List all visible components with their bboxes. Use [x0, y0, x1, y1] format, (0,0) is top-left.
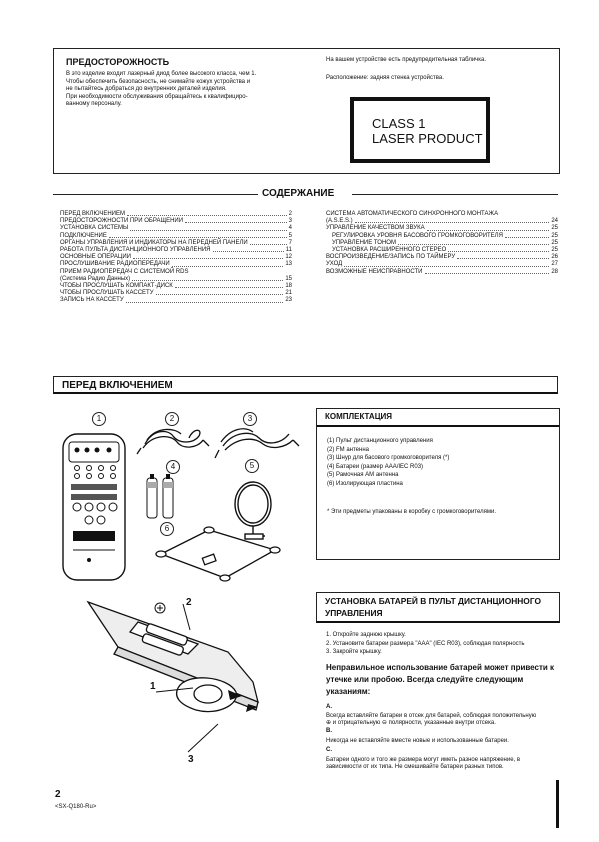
- toc-entry-page: 28: [551, 268, 558, 275]
- battery-title-line2: УПРАВЛЕНИЯ: [325, 608, 383, 618]
- laser-label: [350, 97, 490, 163]
- item-text: Шнур для басового громкоговорителя (*): [336, 455, 450, 462]
- toc-entry[interactable]: [60, 218, 292, 225]
- figure-label-4: 4: [166, 460, 180, 474]
- toc-leader: [500, 211, 556, 216]
- toc-rule-right: [352, 194, 558, 195]
- toc-entry-title: (Система Радио Данных): [60, 275, 131, 282]
- laser-label-line1: CLASS 1: [372, 116, 426, 131]
- caution-title: ПРЕДОСТОРОЖНОСТЬ: [66, 57, 170, 67]
- toc-entry-title: ОСНОВНЫЕ ОПЕРАЦИИ: [60, 254, 131, 261]
- toc-entry-title: ЧТОБЫ ПРОСЛУШАТЬ КАССЕТУ: [60, 290, 154, 297]
- section-header: [53, 376, 558, 394]
- caution-line: В это изделие входит лазерный диод более высокого класса, чем 1.: [66, 71, 257, 77]
- caution-line: При необходимости обслуживания обращайтесь к квалифициро-: [66, 93, 248, 100]
- toc-entry-page: 25: [551, 232, 558, 239]
- toc-entry-page: 7: [288, 239, 292, 246]
- page-number: 2: [55, 789, 61, 800]
- item-number: 4: [329, 463, 333, 470]
- toc-title: СОДЕРЖАНИЕ: [262, 188, 335, 199]
- battery-box: [316, 592, 560, 623]
- rule-c-text: Батареи одного и того же размера могут иметь разное напряжение, в: [326, 756, 521, 763]
- step-item: 3. Закройте крышку.: [326, 649, 382, 656]
- toc-entry-title: УПРАВЛЕНИЕ ТОНОМ: [332, 239, 396, 246]
- toc-entry-title: УХОД: [326, 261, 343, 268]
- item-text: Батареи (размер AAA/IEC R03): [336, 463, 424, 470]
- toc-entry-title: УПРАВЛЕНИЕ КАЧЕСТВОМ ЗВУКА: [326, 225, 425, 232]
- list-item: (6) Изолирующая пластина: [327, 480, 403, 487]
- toc-leader: [175, 283, 284, 288]
- toc-leader: [457, 254, 549, 259]
- section-title: ПЕРЕД ВКЛЮЧЕНИЕМ: [62, 380, 173, 391]
- toc-rule-left: [53, 194, 258, 195]
- rule-b-label: B.: [326, 727, 332, 734]
- battery-rules: [326, 704, 562, 772]
- item-number: 6: [329, 480, 333, 487]
- am-loop-antenna-drawing: [235, 482, 271, 539]
- toc-entry[interactable]: [60, 283, 292, 290]
- laser-label-line2: LASER PRODUCT: [372, 131, 483, 146]
- toc-leader: [130, 225, 286, 230]
- toc-entry-page: 4: [288, 225, 292, 232]
- item-number: 3: [329, 455, 333, 462]
- toc-entry[interactable]: [326, 269, 558, 276]
- contents-box-header: [317, 409, 559, 427]
- toc-leader: [127, 211, 287, 216]
- toc-entry-title: ПРИЕМ РАДИОПЕРЕДАЧ С СИСТЕМОЙ RDS: [60, 268, 189, 275]
- toc-entry-title: СИСТЕМА АВТОМАТИЧЕСКОГО СИНХРОННОГО МОНТАЖА: [326, 211, 499, 217]
- step-item: 1. Откройте заднюю крышку.: [326, 632, 406, 638]
- toc-leader: [172, 261, 284, 266]
- contents-footnote: * Эти предметы упакованы в коробку с громкоговорителями.: [327, 509, 497, 515]
- warning-line: Неправильное использование батарей может привести к: [326, 663, 555, 672]
- rule-c-text: зависимости от их типа. Не смешивайте батареи разных типов.: [326, 764, 504, 771]
- toc-entry[interactable]: [326, 218, 558, 225]
- toc-entry-page: 18: [285, 283, 292, 290]
- toc-entry[interactable]: [326, 233, 558, 240]
- battery-fig-label-1: 1: [150, 681, 156, 692]
- toc-left-column: [60, 211, 292, 305]
- toc-leader: [448, 247, 549, 252]
- toc-entry[interactable]: [326, 225, 558, 232]
- toc-entry[interactable]: [60, 240, 292, 247]
- contents-box: [316, 408, 560, 560]
- list-item: (1) Пульт дистанционного управления: [327, 438, 433, 444]
- list-item: (2) FM антенна: [327, 446, 369, 453]
- rule-a-text: Всегда вставляйте батареи в отсек для батарей, соблюдая положительную: [326, 712, 537, 719]
- toc-entry-title: УСТАНОВКА СИСТЕМЫ: [60, 225, 129, 232]
- battery-title-line1: УСТАНОВКА БАТАРЕЙ В ПУЛЬТ ДИСТАНЦИОННОГО: [325, 596, 541, 606]
- toc-entry-page: 27: [551, 261, 558, 268]
- figure-label-5: 5: [245, 459, 259, 473]
- toc-leader: [190, 269, 290, 274]
- toc-entry-title: ПОДКЛЮЧЕНИЕ: [60, 232, 107, 239]
- toc-right-column: [326, 211, 558, 276]
- toc-entry-title: ЗАПИСЬ НА КАССЕТУ: [60, 297, 124, 304]
- toc-leader: [250, 240, 287, 245]
- caution-line: ванному персоналу.: [66, 101, 122, 108]
- item-number: 1: [329, 438, 333, 444]
- toc-entry-page: 21: [285, 290, 292, 297]
- toc-entry-title: ПЕРЕД ВКЛЮЧЕНИЕМ: [60, 211, 125, 217]
- rule-a-text: ⊕ и отрицательную ⊖ полярности, указанные внутри отсека.: [326, 720, 496, 727]
- label-location: Расположение: задняя стенка устройства.: [326, 75, 444, 81]
- list-item: (5) Рамочная AM антенна: [327, 472, 399, 479]
- toc-entry[interactable]: [60, 254, 292, 261]
- toc-leader: [132, 276, 283, 281]
- toc-entry-page: 2: [288, 211, 292, 217]
- toc-entry-title: ПРОСЛУШИВАНИЕ РАДИОПЕРЕДАЧИ: [60, 261, 170, 268]
- battery-fig-label-2: 2: [186, 597, 192, 608]
- toc-leader: [425, 269, 550, 274]
- toc-leader: [185, 218, 287, 223]
- caution-text: [66, 71, 316, 109]
- step-item: 2. Установите батареи размера "AAA" (IEC R03), соблюдая полярность: [326, 640, 525, 647]
- item-text: Рамочная AM антенна: [336, 472, 399, 479]
- rule-b-text: Никогда не вставляйте вместе новые и использованные батареи.: [326, 738, 509, 745]
- toc-entry[interactable]: [60, 290, 292, 297]
- toc-leader: [344, 261, 549, 266]
- toc-leader: [398, 240, 549, 245]
- toc-entry-page: 12: [285, 254, 292, 261]
- figure-label-3: 3: [243, 412, 257, 426]
- toc-entry-page: 5: [288, 232, 292, 239]
- contents-box-title: КОМПЛЕКТАЦИЯ: [325, 412, 393, 421]
- toc-entry-title: ОРГАНЫ УПРАВЛЕНИЯ И ИНДИКАТОРЫ НА ПЕРЕДНЕЙ ПАНЕЛИ: [60, 239, 248, 246]
- crop-mark: [556, 780, 559, 828]
- figure-label-2: 2: [165, 412, 179, 426]
- toc-entry[interactable]: [326, 254, 558, 261]
- toc-leader: [109, 233, 287, 238]
- toc-leader: [156, 290, 284, 295]
- toc-leader: [126, 297, 284, 302]
- toc-entry[interactable]: [326, 261, 558, 268]
- item-number: 5: [329, 472, 333, 479]
- toc-leader: [133, 254, 283, 259]
- toc-entry-title: ВОСПРОИЗВЕДЕНИЕ/ЗАПИСЬ ПО ТАЙМЕРУ: [326, 254, 456, 261]
- toc-entry-page: 11: [285, 247, 292, 254]
- toc-entry-page: 26: [551, 254, 558, 261]
- warning-line: утечке или пробою. Всегда следуйте следующим: [326, 675, 524, 684]
- toc-entry[interactable]: [60, 225, 292, 232]
- toc-entry[interactable]: [60, 276, 292, 283]
- rule-c-label: C.: [326, 746, 332, 753]
- battery-fig-label-3: 3: [188, 754, 194, 765]
- toc-entry[interactable]: [60, 261, 292, 268]
- toc-entry-page: 13: [285, 261, 292, 268]
- list-item: (4) Батареи (размер AAA/IEC R03): [327, 463, 424, 470]
- toc-leader: [427, 225, 550, 230]
- caution-line: Чтобы обеспечить безопасность, не снимайте кожух устройства и: [66, 78, 251, 85]
- remote-control-drawing: [63, 434, 125, 580]
- toc-entry-title: ЧТОБЫ ПРОСЛУШАТЬ КОМПАКТ-ДИСК: [60, 283, 173, 290]
- toc-entry-title: РЕГУЛИРОВКА УРОВНЯ БАСОВОГО ГРОМКОГОВОРИТЕЛЯ: [332, 232, 503, 239]
- toc-entry-page: 3: [288, 218, 292, 225]
- toc-entry-title: УСТАНОВКА РАСШИРЕННОГО СТЕРЕО: [332, 247, 447, 254]
- accessories-illustration: [53, 404, 308, 584]
- toc-leader: [213, 247, 284, 252]
- toc-entry[interactable]: [326, 211, 558, 218]
- toc-entry-title: (A.S.E.S.): [326, 218, 353, 225]
- item-text: Пульт дистанционного управления: [336, 438, 433, 444]
- item-text: Изолирующая пластина: [336, 480, 403, 487]
- list-item: (3) Шнур для басового громкоговорителя (*): [327, 455, 450, 462]
- speaker-cord-drawing: [215, 429, 299, 458]
- toc-entry[interactable]: [60, 211, 292, 218]
- battery-install-illustration: [78, 592, 298, 772]
- contents-list: [327, 437, 555, 489]
- battery-steps: [326, 631, 558, 657]
- toc-entry-page: 15: [285, 275, 292, 282]
- toc-entry-title: ПРЕДОСТОРОЖНОСТИ ПРИ ОБРАЩЕНИИ: [60, 218, 184, 225]
- rule-a-label: A.: [326, 704, 332, 710]
- warning-line: указаниям:: [326, 687, 371, 696]
- item-number: 2: [329, 446, 333, 453]
- toc-entry-page: 25: [551, 225, 558, 232]
- toc-entry[interactable]: [60, 233, 292, 240]
- figure-label-1: 1: [92, 412, 106, 426]
- caution-box: [53, 48, 560, 174]
- toc-entry[interactable]: [60, 269, 292, 276]
- toc-entry-title: РАБОТА ПУЛЬТА ДИСТАНЦИОННОГО УПРАВЛЕНИЯ: [60, 247, 211, 254]
- toc-entry-page: 23: [285, 297, 292, 304]
- toc-entry[interactable]: [60, 247, 292, 254]
- figure-label-6: 6: [160, 522, 174, 536]
- battery-warning: [326, 662, 562, 698]
- document-code: <SX-Q180-Ru>: [55, 804, 97, 810]
- fm-antenna-drawing: [137, 429, 209, 454]
- toc-leader: [355, 218, 550, 223]
- toc-entry-page: 25: [551, 247, 558, 254]
- item-text: FM антенна: [336, 446, 369, 453]
- toc-entry[interactable]: [60, 297, 292, 304]
- toc-entry-page: 24: [551, 218, 558, 225]
- toc-leader: [505, 233, 549, 238]
- toc-entry-page: 25: [551, 239, 558, 246]
- toc-entry-title: ВОЗМОЖНЫЕ НЕИСПРАВНОСТИ: [326, 268, 423, 275]
- caution-line: не пытайтесь добраться до внутренних деталей изделия.: [66, 86, 227, 93]
- label-note: На вашем устройстве есть предупредительная табличка.: [326, 57, 487, 63]
- batteries-drawing: [147, 474, 173, 518]
- toc-entry[interactable]: [326, 240, 558, 247]
